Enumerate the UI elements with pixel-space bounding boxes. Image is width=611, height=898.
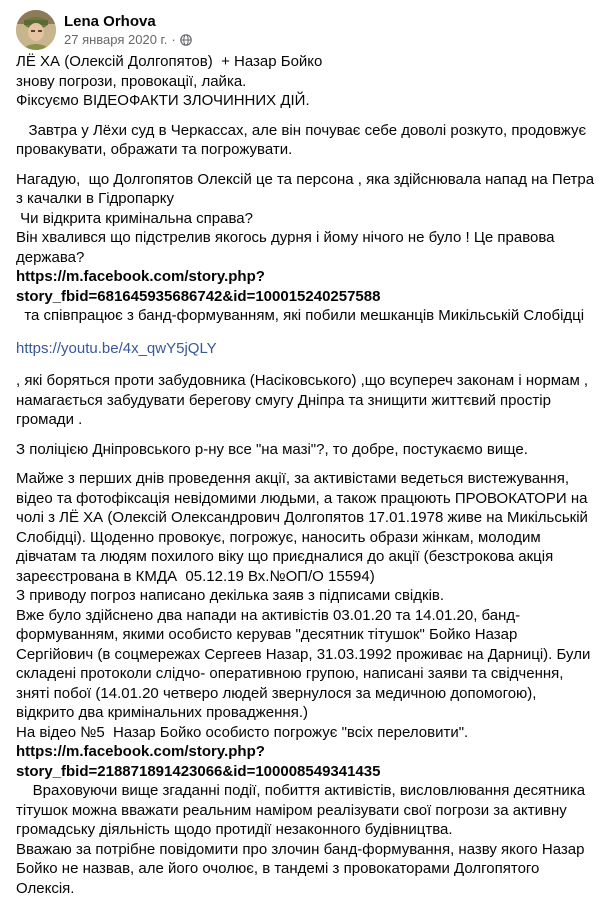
story-link[interactable]: https://m.facebook.com/story.php?story_fbid=681645935686742&id=100015240257588 [16, 267, 596, 306]
post-text-line: Він хвалився що підстрелив якогось дурня і йому нічого не було ! Це правова держава? [16, 228, 596, 267]
post-text-line: Вже було здійснено два напади на активістів 03.01.20 та 14.01.20, банд- формуванням, якими особисто керував "десятник тітушок" Бойко Назар Сергійович (в соцмережах Сергеев Назар, 31.03.1992 проживає на Дарниці). Були складені протоколи слідчо- оперативною групою, написані заяви та свідчення, зняті побої (14.01.20 четверо людей звернулося за медичною допомогою), відкрито два кримінальних провадження.) [16, 606, 596, 723]
post-text-line: На відео №5 Назар Бойко особисто погрожує "всіх переловити". [16, 723, 596, 743]
post-text-line: Майже з перших днів проведення акції, за активістами ведеться вистежування, відео та фотофіксація невідомими людьми, а також працюють ПРОВОКАТОРИ на чолі з ЛЁ ХА (Олексій Олександрович Долгопятов 17.01.1978 живе на Микільській Слобідці). Щоденно провокує, погрожує, наносить образи жінкам, молодим дівчатам та людям похилого віку що приєдналися до акції (безстрокова акція зареєстрована в КМДА 05.12.19 Вх.№ОП/О 15594) [16, 469, 596, 586]
post-text-line: , які боряться проти забудовника (Насіковського) ,що всупереч законам і нормам , намагається забудувати берегову смугу Дніпра та знищити життєвий простір громади . [16, 371, 596, 430]
post-text-line: Нагадую, що Долгопятов Олексій це та персона , яка здійснювала напад на Петра з качалки в Гідропарку [16, 170, 596, 209]
post-header [16, 10, 596, 50]
story-link[interactable]: https://m.facebook.com/story.php?story_fbid=218871891423066&id=100008549341435 [16, 742, 596, 781]
avatar-photo-icon [16, 10, 56, 50]
post-text-line: знову погрози, провокації, лайка. [16, 72, 596, 92]
post-text [16, 52, 596, 898]
avatar[interactable] [16, 10, 56, 50]
youtube-link[interactable]: https://youtu.be/4x_qwY5jQLY [16, 339, 596, 359]
globe-icon [180, 34, 192, 46]
post-text-line: З поліцією Дніпровського р-ну все "на мазі"?, то добре, постукаємо вище. [16, 440, 596, 460]
author-name[interactable]: Lena Orhova [64, 13, 156, 30]
post-text-line: Завтра у Лёхи суд в Черкассах, але він почуває себе доволі розкуто, продовжує провакувати, ображати та погрожувати. [16, 121, 596, 160]
post-meta [64, 32, 192, 47]
post-text-line: ЛЁ ХА (Олексій Долгопятов) + Назар Бойко [16, 52, 596, 72]
post-text-line: Вважаю за потрібне повідомити про злочин банд-формування, назву якого Назар Бойко не назвав, але його очолює, в тандемі з провокаторами Долгопятого Олексія. [16, 840, 596, 898]
post-text-line: Чи відкрита кримінальна справа? [16, 209, 596, 229]
post-date[interactable]: 27 января 2020 г. [64, 32, 167, 47]
post-text-line: та співпрацює з банд-формуванням, які побили мешканців Микільській Слобідці [16, 306, 596, 326]
post-text-line: Фіксуємо ВІДЕОФАКТИ ЗЛОЧИННИХ ДІЙ. [16, 91, 596, 111]
post-text-line: З приводу погроз написано декілька заяв з підписами свідків. [16, 586, 596, 606]
post-text-line: Враховуючи вище згаданні події, побиття активістів, висловлювання десятника тітушок можна вважати реальним наміром реалізувати свої погрози за активну громадську діяльність щодо протидії незаконного будівництва. [16, 781, 596, 840]
meta-separator: · [171, 32, 175, 47]
